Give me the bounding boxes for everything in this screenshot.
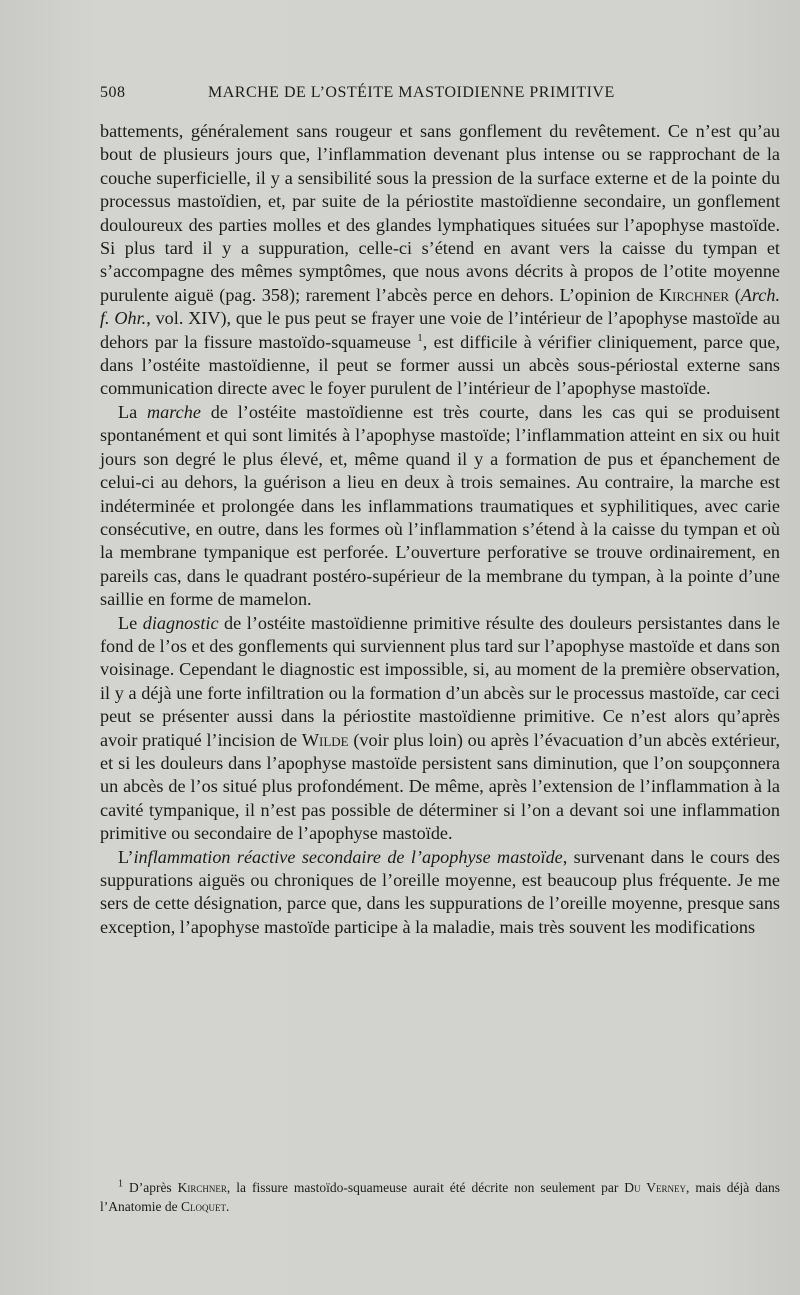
- text-run: (: [729, 284, 741, 305]
- text-run: , est difficile à vérifier cliniquement, parce que, dans l’ostéite mastoïdienne, il peut se former aussi un abcès sous-périostal externe sans communication directe avec le foyer purulent de l’intérieur de l’apophyse mastoïde.: [100, 331, 780, 399]
- text-run: , mais déjà dans l’Anatomie de: [100, 1180, 780, 1214]
- page-number: 508: [100, 84, 126, 101]
- paragraph-4: [100, 846, 780, 940]
- author-name: Du Verney: [624, 1180, 686, 1195]
- paragraph-1: [100, 120, 780, 401]
- text-run: battements, généralement sans rougeur et sans gonflement du revêtement. Ce n’est qu’au bout de plusieurs jours que, l’inflammation devenant plus intense ou se rapprochant de la couche superficielle, il y a sensibilité sous la pression de la surface externe et de la pointe du processus mastoïdien, et, par suite de la périostite mastoïdienne secondaire, un gonflement douloureux des parties molles et des glandes lymphatiques situées sur l’apophyse mastoïde. Si plus tard il y a suppuration, celle-ci s’étend en avant vers la caisse du tympan et s’accompagne des mêmes symptômes, que nous avons décrits à propos de l’otite moyenne purulente aiguë (pag. 358); rarement l’abcès perce en dehors. L’opinion de: [100, 121, 780, 305]
- text-run: , vol. XIV), que le pus peut se frayer une voie de l’intérieur de l’apophyse mastoïde au dehors par la fissure mastoïdo-squameuse: [100, 308, 780, 352]
- footnote-reference: 1: [417, 331, 423, 344]
- emphasis: inflammation réactive secondaire de l’apophyse mastoïde: [133, 846, 563, 867]
- page-body: [100, 120, 780, 939]
- page-header: [100, 84, 780, 110]
- author-name: Kirchner: [658, 284, 730, 305]
- text-run: .: [225, 1199, 230, 1214]
- paragraph-2: [100, 401, 780, 612]
- text-run: Le: [118, 612, 143, 633]
- text-run: La: [118, 401, 148, 422]
- footnote-mark: 1: [118, 1178, 123, 1190]
- paragraph-3: [100, 612, 780, 846]
- text-run: de l’ostéite mastoïdienne primitive résulte des douleurs persistantes dans le fond de l’os et des gonflements qui surviennent plus tard sur l’apophyse mastoïde et dans son voisinage. Cependant le diagnostic est impossible, si, au moment de la première observation, il y a déjà une forte infiltration ou la formation d’un abcès sur le processus mastoïde, car ceci peut se présenter aussi dans la périostite mastoïdienne primitive. Ce n’est alors qu’après avoir pratiqué l’incision de: [100, 612, 780, 750]
- text-run: de l’ostéite mastoïdienne est très courte, dans les cas qui se produisent spontanément et qui sont limités à l’apophyse mastoïde; l’inflammation atteint en six ou huit jours son degré le plus élevé, et, même quand il y a formation de pus et épanchement de celui-ci au dehors, la guérison a lieu en deux à trois semaines. Au contraire, la marche est indéterminée et prolongée dans les inflammations traumatiques et syphilitiques, avec carie consécutive, en outre, dans les formes où l’inflammation s’étend à la caisse du tympan et où la membrane tympanique est perforée. L’ouverture perforative se trouve ordinairement, en pareils cas, dans le quadrant postéro-supérieur de la membrane du tympan, à la pointe d’une saillie en forme de mamelon.: [100, 401, 780, 610]
- author-name: Cloquet: [180, 1199, 226, 1214]
- text-run: (voir plus loin) ou après l’évacuation d’un abcès extérieur, et si les douleurs dans l’apophyse mastoïde persistent sans diminution, que l’on soupçonnera un abcès de l’os situé plus profondément. De même, après l’extension de l’inflammation à la cavité tympanique, il n’est pas possible de déterminer si l’on a devant soi une inflammation primitive ou secondaire de l’apophyse mastoïde.: [100, 729, 781, 844]
- footnote: [100, 1178, 780, 1216]
- text-run: L’: [118, 846, 134, 867]
- emphasis: diagnostic: [142, 612, 219, 633]
- running-title: MARCHE DE L’OSTÉITE MASTOIDIENNE PRIMITIVE: [208, 84, 615, 101]
- text-run: , la fissure mastoïdo-squameuse aurait été décrite non seulement par: [226, 1180, 625, 1195]
- emphasis: marche: [147, 401, 201, 422]
- text-run: D’après: [123, 1180, 178, 1195]
- journal-citation: Arch. f. Ohr.: [100, 284, 780, 329]
- author-name: Wilde: [301, 729, 349, 750]
- author-name: Kirchner: [177, 1180, 227, 1195]
- text-run: , survenant dans le cours des suppurations aiguës ou chroniques de l’oreille moyenne, est beaucoup plus fréquente. Je me sers de cette désignation, parce que, dans les suppurations de l’oreille moyenne, presque sans exception, l’apophyse mastoïde participe à la maladie, mais très souvent les modifications: [100, 846, 781, 937]
